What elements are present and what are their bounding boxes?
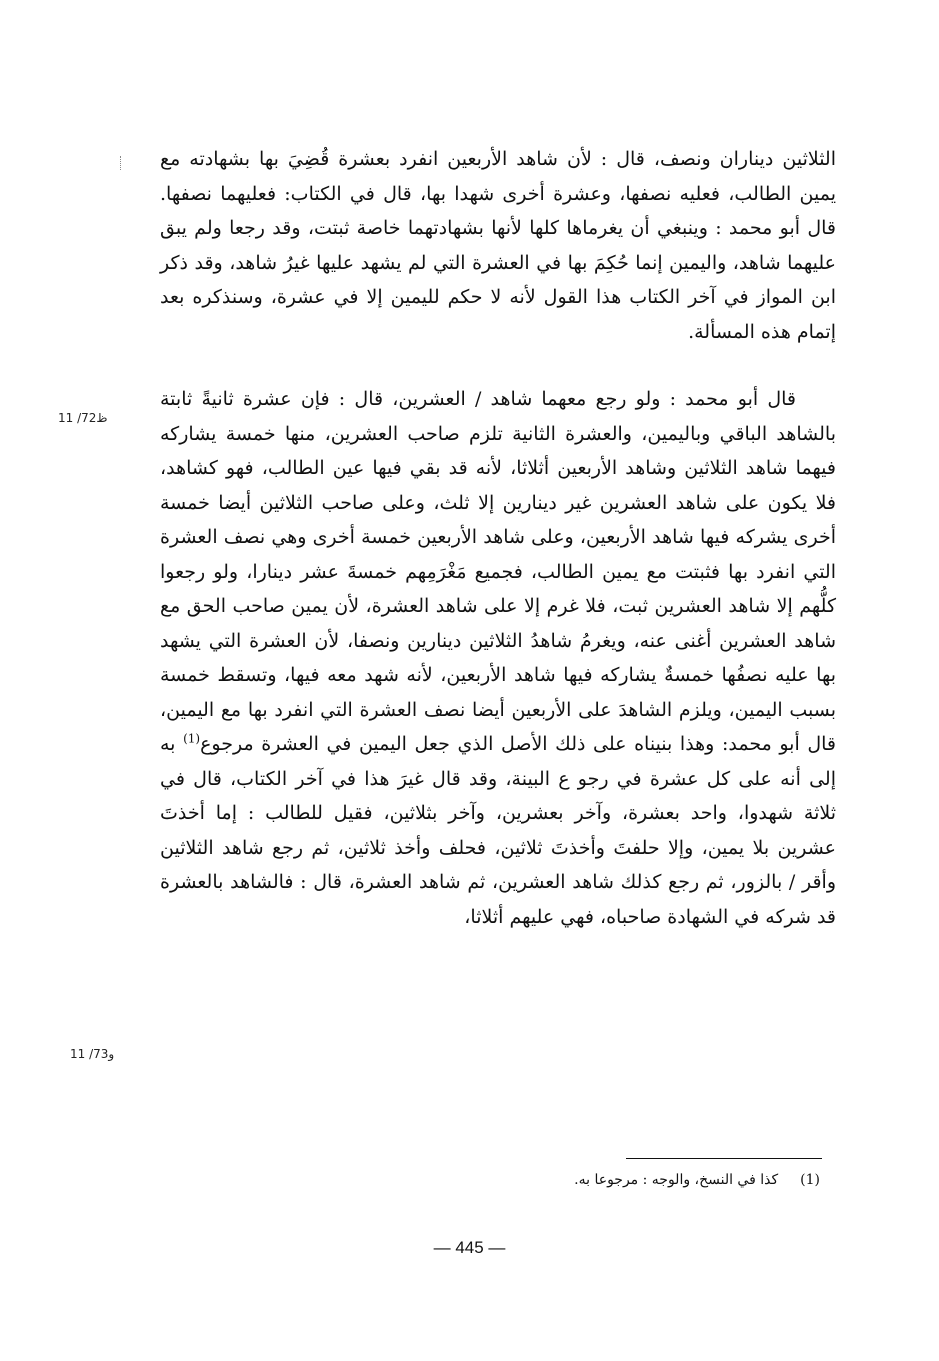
margin-folio-note-2: 11 /73و — [70, 1047, 115, 1061]
footnote-divider — [626, 1158, 822, 1159]
footnote-text: كذا في النسخ، والوجه : مرجوعا به. — [574, 1172, 779, 1188]
footnote-number: (1) — [800, 1172, 820, 1188]
paragraph-1-text: الثلاثين ديناران ونصف، قال : لأن شاهد الأربعين انفرد بعشرة قُضِيَ بها بشهادته مع يمين الطالب، فعليه نصفها، وعشرة أخرى شهدا بها، قال في الكتاب: فعليهما نصفها. قال أبو محمد : وينبغي أن يغرماها كلها لأنها بشهادتهما خاصة ثبتت، وقد رجعا ولم يبق عليهما شاهد، واليمين إنما حُكِمَ بها في العشرة التي لم يشهد عليها غيرُ شاهد، وقد ذكر ابن المواز في آخر الكتاب هذا القول لأنه لا حكم لليمين إلا في عشرة، وسنذكره بعد إتمام هذه المسألة. — [160, 148, 836, 343]
paragraph-2-part-b: به إلى أنه على كل عشرة في رجو ع البينة، وقد قال غيرَ هذا في آخر الكتاب، قال في ثلاثة شهدوا، واحد بعشرة، وآخر بعشرين، وآخر بثلاثين، فقيل للطالب : إما أخذتَ عشرين بلا يمين، وإلا حلفتَ وأخذتَ ثلاثين، فحلف وأخذ ثلاثين، ثم رجع شاهد الثلاثين وأقر / بالزور، ثم رجع كذلك شاهد العشرين، ثم شاهد العشرة، قال : فالشاهد بالعشرة قد شركه في الشهادة صاحباه، فهي عليهم أثلاثا، — [160, 733, 836, 928]
margin-tick-mark — [120, 156, 122, 170]
footnote — [400, 1168, 820, 1192]
margin-folio-note-1: 11 /72ظ — [58, 411, 108, 425]
paragraph-2-text — [160, 382, 836, 934]
main-text-paragraph-1 — [160, 142, 836, 349]
paragraph-2-part-a: قال أبو محمد : ولو رجع معهما شاهد / العشرين، قال : فإن عشرة ثانيةً ثابتة بالشاهد الباقي وباليمين، والعشرة الثانية تلزم صاحب العشرين، منها خمسة يشاركه فيهما شاهد الثلاثين وشاهد الأربعين أثلاثا، لأنه قد بقي فيها عين الطالب، فهو كشاهد، فلا يكون على شاهد العشرين غير دينارين إلا ثلث، وعلى صاحب الثلاثين أيضا خمسة أخرى يشركه فيها شاهد الأربعين، وعلى شاهد الأربعين خمسة أخرى وهي نصف العشرة التي انفرد بها فثبتت مع يمين الطالب، فجميع مَغْرَمِهم خمسةَ عشر دينارا، ولو رجعوا كلُّهم إلا شاهد العشرين ثبت، فلا غرم إلا على شاهد العشرة، لأن يمين صاحب الحق مع شاهد العشرين أغنى عنه، ويغرمُ شاهدُ الثلاثين دينارين ونصفا، لأن العشرة التي يشهد بها عليه نصفُها خمسةٌ يشاركه فيها شاهد الأربعين، لأنه شهد معه فيها، وتسقط خمسة بسبب اليمين، ويلزم الشاهدَ على الأربعين أيضا نصف العشرة التي انفرد بها مع اليمين، قال أبو محمد: وهذا بنيناه على ذلك الأصل الذي جعل اليمين في العشرة مرجوع — [160, 388, 836, 755]
page-number: — 445 — — [433, 1238, 506, 1257]
main-text-paragraph-2 — [160, 382, 836, 934]
footnote-reference[interactable]: (1) — [183, 731, 201, 746]
